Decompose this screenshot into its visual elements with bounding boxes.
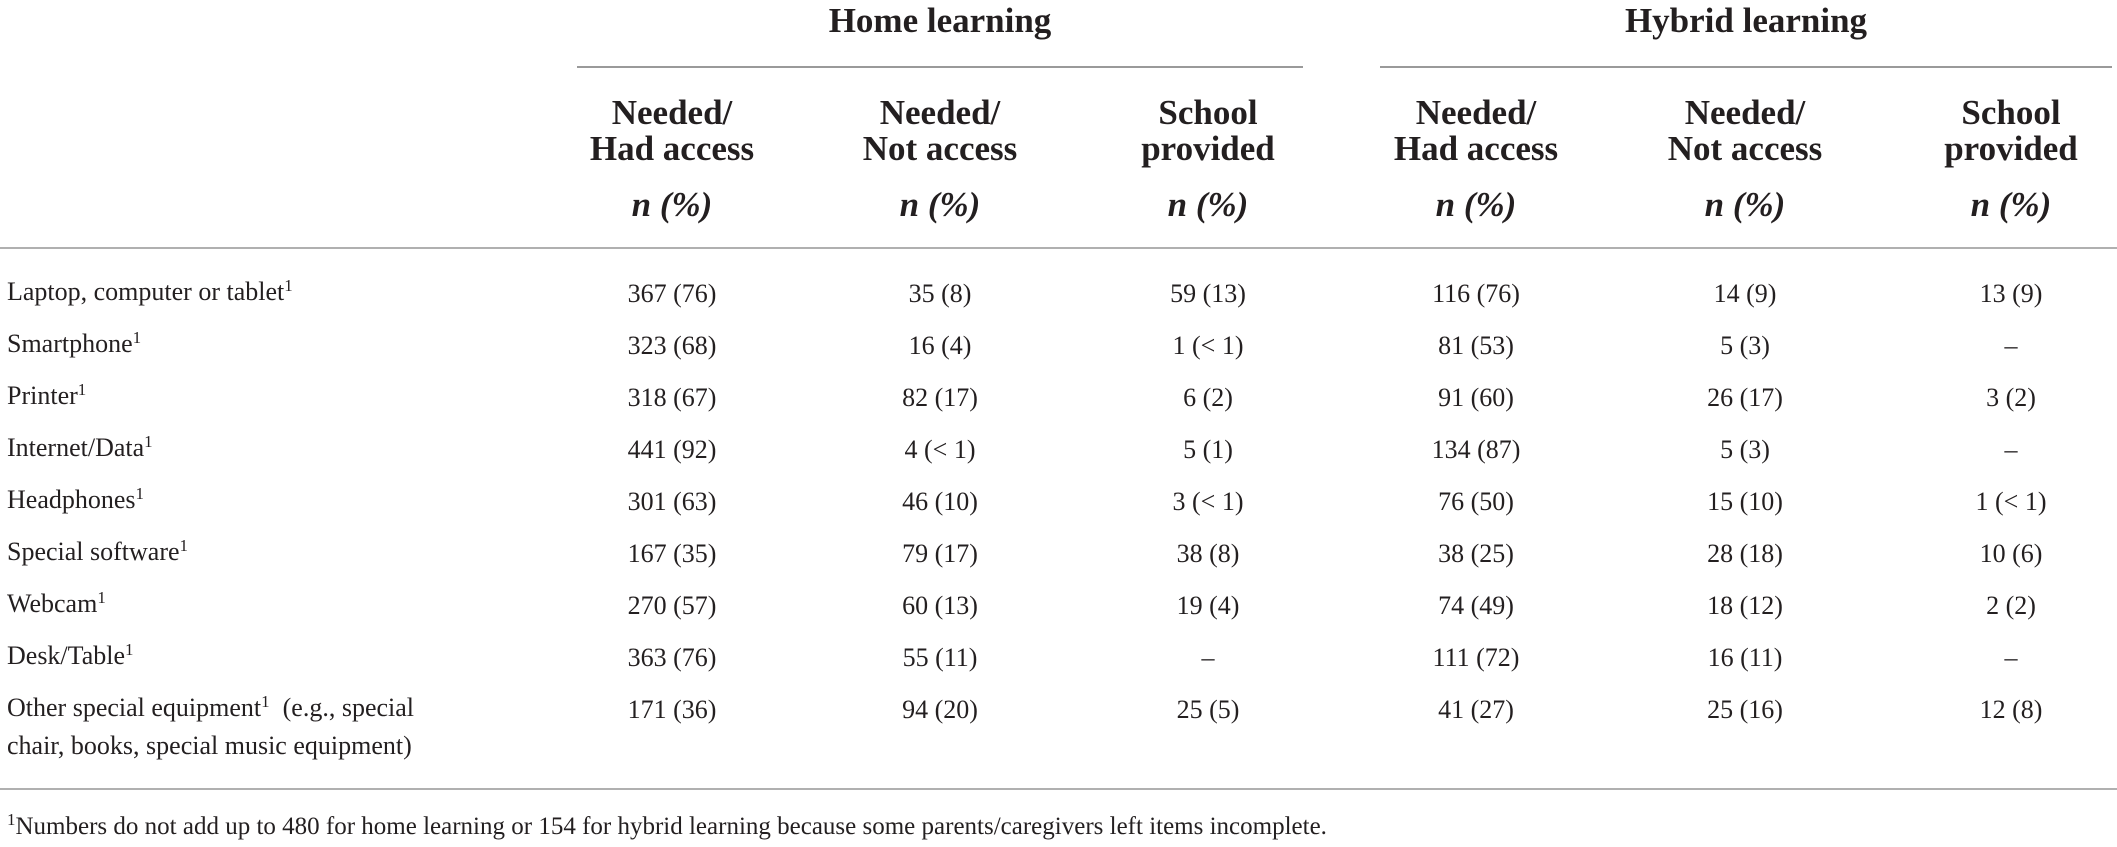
footnote-marker: 1 [144, 432, 153, 451]
column-header [1376, 95, 1576, 167]
table-cell: 171 (36) [627, 695, 717, 724]
column-header-line2: provided [1141, 129, 1275, 168]
table-cell: 134 (87) [1431, 435, 1521, 464]
row-label-text: Smartphone [7, 329, 133, 358]
table-cell: 363 (76) [627, 643, 717, 672]
row-label [7, 533, 188, 571]
table-cell: 5 (3) [1720, 331, 1770, 360]
table-cell: 82 (17) [902, 383, 978, 412]
column-unit: n (%) [1435, 185, 1517, 224]
column-unit: n (%) [1167, 185, 1249, 224]
table-cell: 116 (76) [1432, 279, 1520, 308]
row-label-text: Desk/Table [7, 641, 126, 670]
footnote-marker: 1 [97, 588, 106, 607]
table-cell: 76 (50) [1438, 487, 1514, 516]
group-title-home-learning: Home learning [828, 1, 1052, 40]
footnote-marker: 1 [77, 380, 87, 399]
column-header [1108, 95, 1308, 167]
table-cell: 28 (18) [1707, 539, 1783, 568]
column-header [840, 95, 1040, 167]
table-cell: 81 (53) [1438, 331, 1514, 360]
table-cell: 323 (68) [627, 331, 717, 360]
row-label-text: (e.g., special [269, 693, 415, 722]
table-footnote [7, 810, 1327, 844]
row-label [7, 637, 134, 675]
column-unit: n (%) [899, 185, 981, 224]
footnote-marker: 1 [125, 640, 134, 659]
table-cell: 38 (25) [1438, 539, 1514, 568]
table-cell: 3 (2) [1986, 383, 2036, 412]
table-cell: – [1201, 643, 1215, 672]
footnote-marker: 1 [261, 692, 270, 711]
footnote-marker: 1 [132, 328, 142, 347]
table-cell: 12 (8) [1979, 695, 2043, 724]
row-label [7, 273, 293, 311]
table-cell: 35 (8) [908, 279, 972, 308]
column-header-line1: Needed/ [879, 93, 1001, 132]
table-cell: 16 (11) [1707, 643, 1783, 672]
row-label [7, 429, 153, 467]
row-label-text: Special software [7, 537, 180, 566]
row-label [7, 481, 144, 519]
column-header-line2: Had access [1393, 129, 1559, 168]
row-label-text: Other special equipment [7, 693, 262, 722]
table-cell: 60 (13) [902, 591, 978, 620]
table-cell: 46 (10) [902, 487, 978, 516]
row-label-continuation: chair, books, special music equipment) [7, 731, 412, 760]
table-cell: 111 (72) [1432, 643, 1520, 672]
table-cell: 1 (< 1) [1172, 331, 1244, 360]
column-unit: n (%) [1704, 185, 1786, 224]
table-cell: 55 (11) [902, 643, 978, 672]
column-unit: n (%) [631, 185, 713, 224]
table-cell: 4 (< 1) [904, 435, 976, 464]
table-cell: – [2004, 643, 2018, 672]
table-cell: 270 (57) [627, 591, 717, 620]
table-cell: 10 (6) [1979, 539, 2043, 568]
footnote-marker: 1 [284, 276, 293, 295]
row-label [7, 585, 106, 623]
table-cell: 41 (27) [1438, 695, 1514, 724]
table-cell: 94 (20) [902, 695, 978, 724]
column-header [1911, 95, 2111, 167]
row-label-text: Internet/Data [7, 433, 145, 462]
row-label-text: Headphones [7, 485, 136, 514]
row-label-text: Printer [7, 381, 78, 410]
header-rule [0, 247, 2117, 249]
table-cell: 167 (35) [627, 539, 717, 568]
column-header-line1: Needed/ [611, 93, 733, 132]
table-cell: 5 (1) [1183, 435, 1233, 464]
table-cell: – [2004, 435, 2018, 464]
footnote-marker: 1 [135, 484, 145, 503]
table-cell: 5 (3) [1720, 435, 1770, 464]
table-cell: 14 (9) [1713, 279, 1777, 308]
table-cell: 79 (17) [902, 539, 978, 568]
table-cell: 38 (8) [1176, 539, 1240, 568]
column-header-line1: School [1158, 93, 1258, 132]
table-cell: 18 (12) [1707, 591, 1783, 620]
column-header-line2: Not access [1667, 129, 1823, 168]
column-header-line1: School [1961, 93, 2061, 132]
table-cell: 6 (2) [1183, 383, 1233, 412]
table-cell: – [2004, 331, 2018, 360]
table-cell: 367 (76) [627, 279, 717, 308]
table-cell: 16 (4) [908, 331, 972, 360]
group-rule-hybrid [1380, 66, 2112, 68]
table-cell: 25 (16) [1707, 695, 1783, 724]
table-cell: 15 (10) [1707, 487, 1783, 516]
table-cell: 25 (5) [1176, 695, 1240, 724]
row-label [7, 325, 141, 363]
table-cell: 59 (13) [1170, 279, 1246, 308]
table-cell: 441 (92) [627, 435, 717, 464]
table-cell: 19 (4) [1176, 591, 1240, 620]
footnote-marker: 1 [179, 536, 189, 555]
column-header [1645, 95, 1845, 167]
footnote-text: Numbers do not add up to 480 for home learning or 154 for hybrid learning because some parents/caregivers left items incomplete. [15, 813, 1327, 840]
row-label [7, 689, 414, 727]
table-cell: 13 (9) [1979, 279, 2043, 308]
table-cell: 74 (49) [1438, 591, 1514, 620]
footnote-marker: 1 [7, 810, 16, 829]
row-label [7, 377, 86, 415]
group-rule-home [577, 66, 1303, 68]
column-header [572, 95, 772, 167]
row-label-text: Laptop, computer or tablet [7, 277, 285, 306]
table-cell: 318 (67) [627, 383, 717, 412]
table-cell: 91 (60) [1438, 383, 1514, 412]
table-cell: 1 (< 1) [1975, 487, 2047, 516]
group-title-hybrid-learning: Hybrid learning [1624, 1, 1868, 40]
table-cell: 26 (17) [1707, 383, 1783, 412]
table-cell: 301 (63) [627, 487, 717, 516]
column-header-line2: Not access [862, 129, 1018, 168]
column-unit: n (%) [1970, 185, 2052, 224]
column-header-line2: Had access [589, 129, 755, 168]
column-header-line1: Needed/ [1415, 93, 1537, 132]
table-cell: 2 (2) [1986, 591, 2036, 620]
column-header-line1: Needed/ [1684, 93, 1806, 132]
column-header-line2: provided [1944, 129, 2078, 168]
row-label-text: Webcam [7, 589, 98, 618]
table-cell: 3 (< 1) [1172, 487, 1244, 516]
table-bottom-rule [0, 788, 2117, 790]
